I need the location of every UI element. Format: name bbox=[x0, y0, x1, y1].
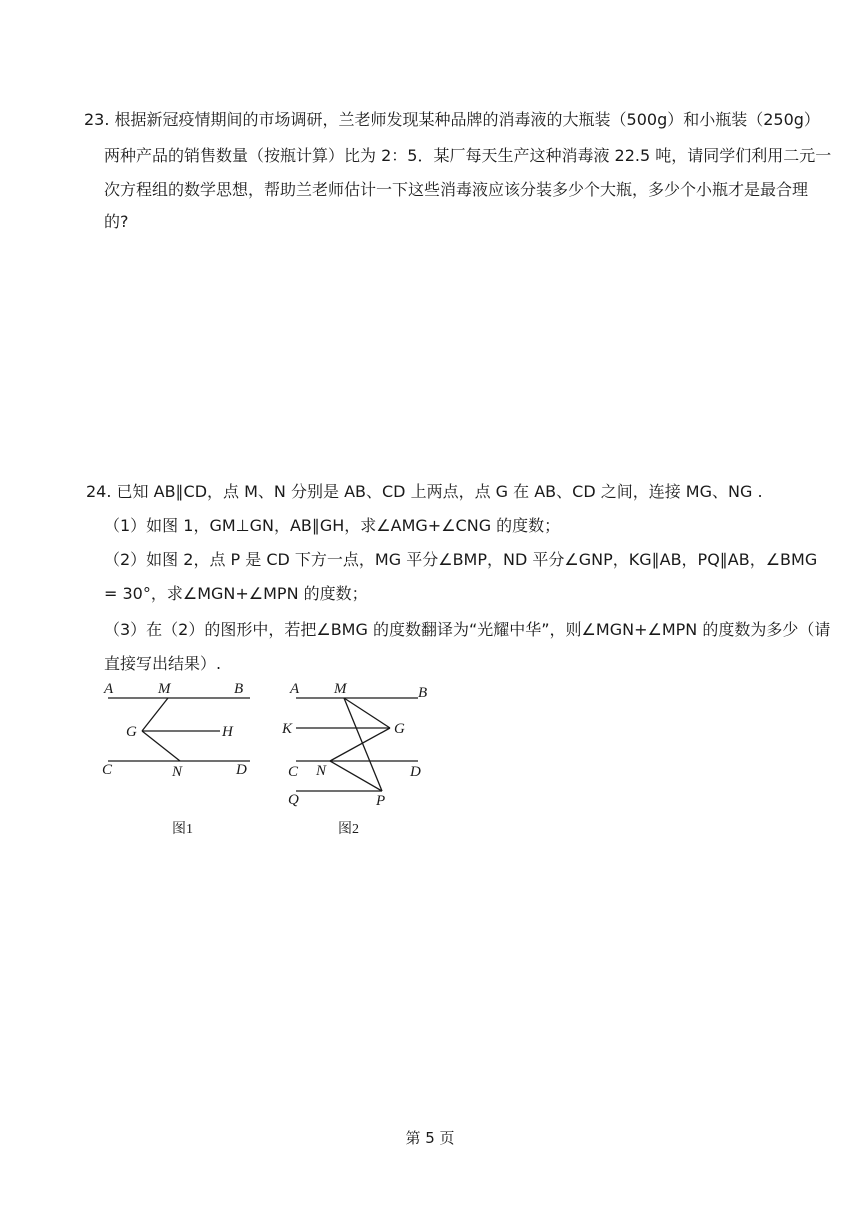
q24-part-1: （1）如图 1，GM⊥GN，AB∥GH，求∠AMG+∠CNG 的度数； bbox=[104, 516, 561, 535]
label-h: H bbox=[222, 724, 233, 740]
label-b: B bbox=[234, 681, 244, 697]
label-d: D bbox=[410, 764, 421, 780]
q24-number: 24 bbox=[86, 482, 107, 501]
q23-line-4: 的? bbox=[104, 212, 129, 231]
segment-mp bbox=[344, 698, 382, 791]
label-n: N bbox=[172, 764, 183, 780]
q24-part-3: （3）在（2）的图形中，若把∠BMG 的度数翻译为“光耀中华”，则∠MGN+∠MPN 的度数为多少（请 bbox=[104, 620, 831, 639]
q23-line-2: 两种产品的销售数量（按瓶计算）比为 2：5．某厂每天生产这种消毒液 22.5 吨，请同学们利用二元一 bbox=[104, 146, 832, 165]
q24-part-2: （2）如图 2，点 P 是 CD 下方一点，MG 平分∠BMP，ND 平分∠GNP，KG∥AB，PQ∥AB，∠BMG bbox=[104, 550, 818, 569]
label-n: N bbox=[316, 763, 327, 779]
label-p: P bbox=[376, 793, 386, 809]
q24-part-3-cont: 直接写出结果）. bbox=[104, 654, 222, 673]
segment-mg bbox=[344, 698, 390, 728]
q23-number: 23 bbox=[84, 110, 105, 129]
label-d: D bbox=[236, 762, 247, 778]
figure-1 bbox=[100, 678, 270, 790]
label-c: C bbox=[288, 764, 299, 780]
segment-gn bbox=[330, 728, 390, 761]
label-q: Q bbox=[288, 792, 299, 808]
q24-part-2-cont: = 30°，求∠MGN+∠MPN 的度数； bbox=[104, 584, 368, 603]
figure-2 bbox=[282, 678, 442, 813]
figure-2-caption: 图2 bbox=[338, 822, 359, 837]
q24-line-1 bbox=[86, 482, 763, 502]
figure-1-caption: 图1 bbox=[172, 822, 193, 837]
label-m: M bbox=[158, 681, 171, 697]
label-g: G bbox=[394, 721, 405, 737]
q24-text-1: . 已知 AB∥CD，点 M、N 分别是 AB、CD 上两点，点 G 在 AB、CD 之间，连接 MG、NG . bbox=[106, 482, 763, 501]
q23-line-1 bbox=[84, 110, 820, 130]
label-b: B bbox=[418, 685, 428, 701]
label-g: G bbox=[126, 724, 137, 740]
label-a: A bbox=[290, 681, 300, 697]
label-a: A bbox=[104, 681, 114, 697]
segment-gn bbox=[142, 731, 180, 761]
q23-line-3: 次方程组的数学思想，帮助兰老师估计一下这些消毒液应该分装多少个大瓶，多少个小瓶才是最合理 bbox=[104, 180, 809, 199]
segment-np bbox=[330, 761, 382, 791]
label-m: M bbox=[334, 681, 347, 697]
label-k: K bbox=[282, 721, 293, 737]
page-number: 第 5 页 bbox=[405, 1129, 455, 1147]
q23-text-1: . 根据新冠疫情期间的市场调研，兰老师发现某种品牌的消毒液的大瓶装（500g）和小瓶装（250g） bbox=[104, 110, 820, 129]
label-c: C bbox=[102, 762, 113, 778]
segment-mg bbox=[142, 698, 168, 731]
